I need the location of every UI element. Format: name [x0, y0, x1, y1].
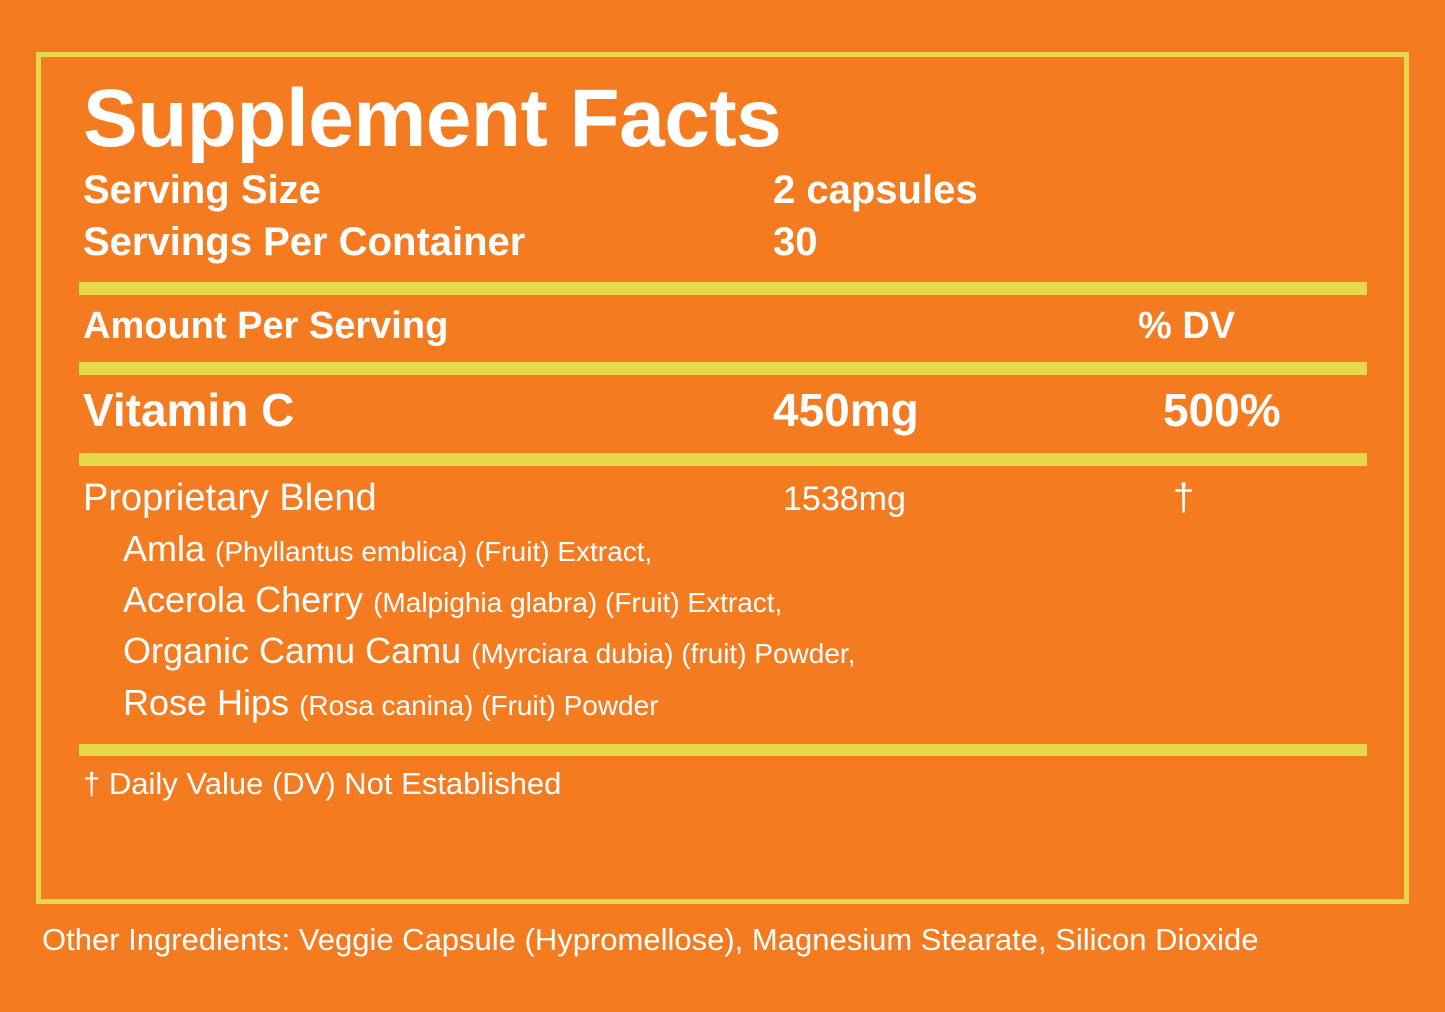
table-row [83, 381, 1384, 441]
ingredient-latin-name: (Malpighia glabra) (Fruit) Extract, [373, 587, 783, 619]
divider-rule-2 [79, 362, 1367, 375]
divider-rule-3 [79, 453, 1367, 466]
ingredient-latin-name: (Myrciara dubia) (fruit) Powder, [471, 638, 856, 670]
serving-size-label: Serving Size [83, 168, 321, 213]
blend-daily-value: † [1173, 476, 1195, 519]
amount-per-serving-label: Amount Per Serving [83, 304, 449, 347]
nutrient-daily-value: 500% [1163, 384, 1281, 437]
ingredient-common-name: Amla [123, 528, 206, 570]
amount-per-serving-row [83, 301, 1384, 352]
ingredient-common-name: Organic Camu Camu [123, 630, 462, 672]
servings-per-container-row [83, 217, 1384, 268]
ingredient-latin-name: (Rosa canina) (Fruit) Powder [299, 689, 659, 721]
page-title: Supplement Facts [83, 73, 782, 164]
list-item [123, 677, 1384, 728]
servings-per-container-label: Servings Per Container [83, 219, 526, 264]
ingredient-common-name: Rose Hips [123, 681, 290, 723]
divider-rule-1 [79, 282, 1367, 295]
ingredient-latin-name: (Phyllantus emblica) (Fruit) Extract, [215, 536, 653, 568]
ingredient-common-name: Acerola Cherry [123, 579, 364, 621]
servings-per-container-value: 30 [773, 219, 818, 264]
daily-value-footnote: † Daily Value (DV) Not Established [83, 765, 562, 801]
list-item [123, 625, 1384, 676]
divider-rule-4 [79, 744, 1367, 756]
blend-name: Proprietary Blend [83, 476, 377, 519]
supplement-facts-panel [36, 52, 1409, 904]
list-item [123, 574, 1384, 625]
daily-value-header: % DV [1138, 304, 1236, 347]
nutrient-amount: 450mg [773, 384, 919, 437]
list-item [123, 523, 1384, 574]
serving-size-row [83, 165, 1384, 216]
nutrient-name: Vitamin C [83, 384, 295, 437]
blend-ingredient-list [83, 523, 1384, 727]
serving-size-value: 2 capsules [773, 168, 978, 213]
other-ingredients-text: Other Ingredients: Veggie Capsule (Hypromellose), Magnesium Stearate, Silicon Dioxide [42, 922, 1259, 957]
proprietary-blend-row [83, 474, 1384, 523]
blend-amount: 1538mg [783, 479, 906, 518]
